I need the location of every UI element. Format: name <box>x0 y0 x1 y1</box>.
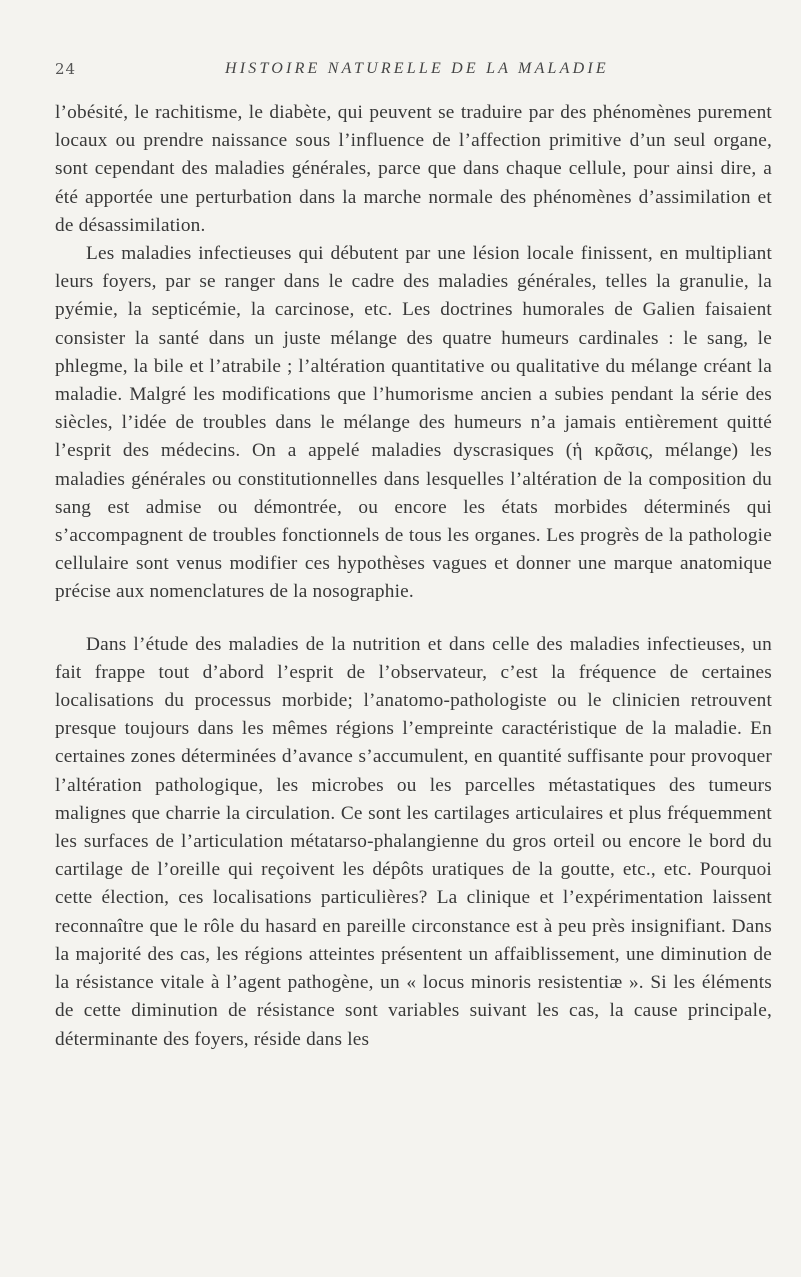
paragraph-continuation: l’obésité, le rachitisme, le diabète, qui peuvent se traduire par des phénomènes purement locaux ou prendre naissance sous l’influence de l’affection primitive d’un seul organe, sont cependant des maladies générales, parce que dans chaque cellule, pour ainsi dire, a été apportée une perturbation dans la marche normale des phénomènes d’assimilation et de désassimilation. <box>55 102 772 236</box>
running-title: HISTOIRE NATURELLE DE LA MALADIE <box>225 60 609 77</box>
page-header <box>55 60 775 86</box>
paragraph-maladies-infectieuses: Les maladies infectieuses qui débutent par une lésion locale finissent, en multipliant leurs foyers, par se ranger dans le cadre des maladies générales, telles la granulie, la pyémie, la septicémie, la carcinose, etc. Les doctrines humorales de Galien faisaient consister la santé dans un juste mélange des quatre humeurs cardinales : le sang, le phlegme, la bile et l’atrabile ; l’altération quantitative ou qualitative du mélange créant la maladie. Malgré les modifications que l’humorisme ancien a subies pendant la série des siècles, l’idée de troubles dans le mélange des humeurs n’a jamais entièrement quitté l’esprit des médecins. On a appelé maladies dyscrasiques (ἡ κρᾶσις, mélange) les maladies générales ou constitutionnelles dans lesquelles l’altération de la composition du sang est admise ou démontrée, ou encore les états morbides déterminés qui s’accompagnent de troubles fonctionnels de tous les organes. Les progrès de la pathologie cellulaire sont venus modifier ces hypothèses vagues et donner une marque anatomique précise aux nomenclatures de la nosographie. <box>55 243 772 603</box>
body-text <box>55 99 772 1054</box>
paragraph-localisations: Dans l’étude des maladies de la nutrition et dans celle des maladies infectieuses, un fait frappe tout d’abord l’esprit de l’observateur, c’est la fréquence de certaines localisations du processus morbide; l’anatomo-pathologiste ou le clinicien retrouvent presque toujours dans les mêmes régions l’empreinte caractéristique de la maladie. En certaines zones déterminées d’avance s’accumulent, en quantité suffisante pour provoquer l’altération pathologique, les microbes ou les parcelles métastatiques des tumeurs malignes que charrie la circulation. Ce sont les cartilages articulaires et plus fréquemment les surfaces de l’articulation métatarso-phalangienne du gros orteil ou encore le bord du cartilage de l’oreille qui reçoivent les dépôts uratiques de la goutte, etc., etc. Pourquoi cette élection, ces localisations particulières? La clinique et l’expérimentation laissent reconnaître que le rôle du hasard en pareille circonstance est à peu près insignifiant. Dans la majorité des cas, les régions atteintes présentent un affaiblissement, une diminution de la résistance vitale à l’agent pathogène, un « locus minoris resistentiæ ». Si les éléments de cette diminution de résistance sont variables suivant les cas, la cause principale, déterminante des foyers, réside dans les <box>55 633 772 1050</box>
page-number: 24 <box>55 60 77 78</box>
